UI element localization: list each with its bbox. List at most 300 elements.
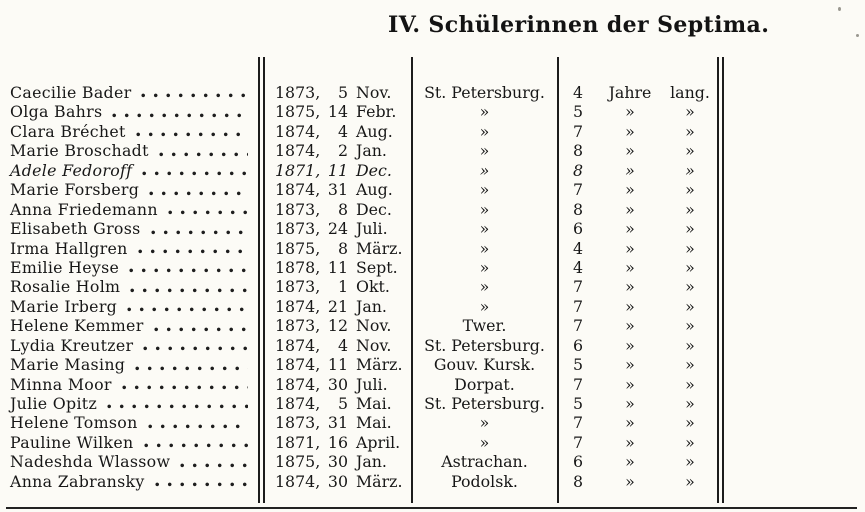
date-day: 21 <box>327 296 348 316</box>
date-day: 11 <box>327 257 348 277</box>
place-of-origin: » <box>479 238 490 258</box>
duration-years: 4 <box>572 257 584 277</box>
dot-leader <box>154 327 248 332</box>
date-year: 1874, <box>275 121 321 141</box>
table-row <box>0 355 865 374</box>
duration-cell <box>557 394 720 413</box>
duration-unit-lang: » <box>685 277 695 297</box>
date-month: Jan. <box>356 452 387 472</box>
date-year: 1873, <box>275 277 321 297</box>
table-row <box>0 239 865 258</box>
duration-unit-lang: » <box>685 238 695 258</box>
student-name: Adele Fedoroff <box>10 160 133 180</box>
duration-unit-lang: » <box>685 335 695 355</box>
date-cell <box>263 161 412 180</box>
date-day: 4 <box>337 335 348 355</box>
duration-years: 8 <box>572 160 584 180</box>
student-name: Olga Bahrs <box>10 102 103 122</box>
duration-unit-jahre: » <box>625 277 635 297</box>
date-cell <box>263 297 412 316</box>
date-year: 1873, <box>275 219 321 239</box>
date-month: März. <box>356 355 403 375</box>
date-day: 5 <box>337 83 348 102</box>
table-row <box>0 83 865 102</box>
date-day: 8 <box>337 199 348 219</box>
date-month: Aug. <box>356 180 393 200</box>
student-name: Clara Bréchet <box>10 121 126 141</box>
student-name-cell <box>0 472 263 491</box>
table-row <box>0 316 865 335</box>
place-cell <box>412 316 557 335</box>
duration-cell <box>557 180 720 199</box>
date-day: 30 <box>327 452 348 472</box>
duration-unit-jahre: » <box>625 180 635 200</box>
place-of-origin: » <box>479 199 490 219</box>
table-row <box>0 141 865 160</box>
student-name-cell <box>0 200 263 219</box>
date-month: Nov. <box>356 335 392 355</box>
duration-cell <box>557 336 720 355</box>
date-day: 16 <box>327 432 348 452</box>
dot-leader <box>143 346 248 351</box>
student-name-cell <box>0 394 263 413</box>
dot-leader <box>136 132 248 137</box>
duration-years: 6 <box>572 335 584 355</box>
duration-years: 6 <box>572 219 584 239</box>
date-cell <box>263 375 412 394</box>
duration-unit-lang: lang. <box>670 83 710 102</box>
date-year: 1875, <box>275 452 321 472</box>
date-month: Aug. <box>356 121 393 141</box>
date-cell <box>263 277 412 296</box>
duration-unit-lang: » <box>685 257 695 277</box>
duration-unit-jahre: » <box>625 316 635 336</box>
place-cell <box>412 277 557 296</box>
date-day: 31 <box>327 413 348 433</box>
student-name: Irma Hallgren <box>10 238 128 258</box>
duration-unit-jahre: » <box>625 160 635 180</box>
date-month: Sept. <box>356 257 398 277</box>
date-day: 1 <box>337 277 348 297</box>
duration-unit-lang: » <box>685 316 695 336</box>
dot-leader <box>151 230 248 235</box>
place-of-origin: » <box>479 180 490 200</box>
student-name-cell <box>0 433 263 452</box>
place-cell <box>412 180 557 199</box>
place-cell <box>412 141 557 160</box>
duration-cell <box>557 277 720 296</box>
date-day: 31 <box>327 180 348 200</box>
dot-leader <box>180 463 248 468</box>
table-row <box>0 394 865 413</box>
table-row <box>0 277 865 296</box>
student-name: Anna Zabransky <box>10 471 145 491</box>
student-name-cell <box>0 122 263 141</box>
duration-unit-lang: » <box>685 471 695 491</box>
date-year: 1871, <box>275 432 321 452</box>
duration-cell <box>557 161 720 180</box>
student-name: Marie Broschadt <box>10 141 149 161</box>
place-cell <box>412 258 557 277</box>
place-cell <box>412 200 557 219</box>
duration-unit-jahre: » <box>625 102 635 122</box>
date-day: 30 <box>327 471 348 491</box>
date-cell <box>263 394 412 413</box>
date-cell <box>263 239 412 258</box>
date-day: 14 <box>327 102 348 122</box>
duration-unit-lang: » <box>685 219 695 239</box>
table-row <box>0 336 865 355</box>
dot-leader <box>144 443 248 448</box>
duration-years: 4 <box>572 238 584 258</box>
date-day: 5 <box>337 394 348 413</box>
date-year: 1874, <box>275 355 321 375</box>
dot-leader <box>138 249 248 254</box>
duration-years: 5 <box>572 394 584 413</box>
table-row <box>0 452 865 471</box>
duration-unit-lang: » <box>685 452 695 472</box>
place-cell <box>412 452 557 471</box>
table-row <box>0 433 865 452</box>
date-year: 1873, <box>275 199 321 219</box>
table-row <box>0 180 865 199</box>
duration-unit-jahre: » <box>625 296 635 316</box>
student-name: Emilie Heyse <box>10 257 120 277</box>
duration-unit-lang: » <box>685 374 695 394</box>
duration-years: 7 <box>572 296 584 316</box>
date-year: 1874, <box>275 374 321 394</box>
date-month: Mai. <box>356 413 392 433</box>
duration-unit-jahre: » <box>625 355 635 375</box>
duration-unit-lang: » <box>685 141 695 161</box>
duration-years: 7 <box>572 432 584 452</box>
place-of-origin: » <box>479 257 490 277</box>
date-month: Febr. <box>356 102 397 122</box>
place-of-origin: St. Petersburg. <box>424 394 545 413</box>
duration-years: 4 <box>572 83 584 102</box>
place-of-origin: St. Petersburg. <box>424 335 545 355</box>
place-of-origin: Gouv. Kursk. <box>433 355 536 375</box>
student-name: Minna Moor <box>10 374 112 394</box>
dot-leader <box>122 385 248 390</box>
student-name-cell <box>0 219 263 238</box>
date-year: 1875, <box>275 238 321 258</box>
student-name: Rosalie Holm <box>10 277 121 297</box>
duration-unit-lang: » <box>685 413 695 433</box>
date-month: Jan. <box>356 296 387 316</box>
duration-unit-jahre: » <box>625 413 635 433</box>
duration-unit-lang: » <box>685 180 695 200</box>
dot-leader <box>141 93 248 98</box>
page-title: IV. Schülerinnen der Septima. <box>388 12 770 38</box>
student-name: Julie Opitz <box>10 394 98 413</box>
student-name: Elisabeth Gross <box>10 219 141 239</box>
dot-leader <box>142 171 248 176</box>
date-cell <box>263 413 412 432</box>
student-name-cell <box>0 316 263 335</box>
place-of-origin: » <box>479 296 490 316</box>
duration-cell <box>557 83 720 102</box>
date-cell <box>263 180 412 199</box>
student-name-cell <box>0 452 263 471</box>
place-of-origin: » <box>479 219 490 239</box>
duration-unit-lang: » <box>685 355 695 375</box>
place-of-origin: » <box>479 102 490 122</box>
place-cell <box>412 239 557 258</box>
date-year: 1873, <box>275 316 321 336</box>
duration-years: 7 <box>572 277 584 297</box>
dot-leader <box>135 366 248 371</box>
place-cell <box>412 433 557 452</box>
date-day: 8 <box>337 238 348 258</box>
date-year: 1878, <box>275 257 321 277</box>
date-cell <box>263 102 412 121</box>
duration-cell <box>557 258 720 277</box>
date-month: April. <box>356 432 401 452</box>
duration-unit-lang: » <box>685 432 695 452</box>
student-name: Pauline Wilken <box>10 432 134 452</box>
duration-unit-jahre: » <box>625 199 635 219</box>
student-name-cell <box>0 102 263 121</box>
duration-unit-jahre: » <box>625 121 635 141</box>
date-year: 1874, <box>275 180 321 200</box>
duration-years: 7 <box>572 413 584 433</box>
date-year: 1873, <box>275 413 321 433</box>
dot-leader <box>168 210 248 215</box>
duration-cell <box>557 433 720 452</box>
date-year: 1874, <box>275 394 321 413</box>
place-cell <box>412 161 557 180</box>
place-cell <box>412 297 557 316</box>
date-day: 30 <box>327 374 348 394</box>
duration-unit-jahre: » <box>625 257 635 277</box>
duration-cell <box>557 375 720 394</box>
date-day: 11 <box>327 355 348 375</box>
dot-leader <box>155 482 248 487</box>
students-table <box>0 57 865 512</box>
place-cell <box>412 375 557 394</box>
place-of-origin: » <box>479 160 490 180</box>
duration-unit-jahre: » <box>625 335 635 355</box>
table-row <box>0 161 865 180</box>
duration-unit-lang: » <box>685 121 695 141</box>
date-year: 1873, <box>275 83 321 102</box>
scan-artifact <box>856 34 859 37</box>
dot-leader <box>112 113 248 118</box>
place-of-origin: » <box>479 141 490 161</box>
student-name-cell <box>0 413 263 432</box>
date-day: 12 <box>327 316 348 336</box>
date-day: 4 <box>337 121 348 141</box>
date-cell <box>263 83 412 102</box>
place-cell <box>412 102 557 121</box>
duration-cell <box>557 122 720 141</box>
student-name-cell <box>0 277 263 296</box>
student-name: Helene Kemmer <box>10 316 144 336</box>
duration-unit-lang: » <box>685 102 695 122</box>
duration-unit-lang: » <box>685 394 695 413</box>
table-row <box>0 413 865 432</box>
date-month: Okt. <box>356 277 390 297</box>
date-cell <box>263 219 412 238</box>
date-month: Mai. <box>356 394 392 413</box>
date-cell <box>263 452 412 471</box>
date-month: Dec. <box>356 160 392 180</box>
duration-unit-lang: » <box>685 160 695 180</box>
student-name: Helene Tomson <box>10 413 138 433</box>
table-row <box>0 102 865 121</box>
student-name-cell <box>0 161 263 180</box>
duration-years: 7 <box>572 316 584 336</box>
student-name-cell <box>0 258 263 277</box>
duration-years: 8 <box>572 141 584 161</box>
duration-cell <box>557 219 720 238</box>
student-name-cell <box>0 239 263 258</box>
student-name: Marie Irberg <box>10 296 118 316</box>
date-cell <box>263 122 412 141</box>
date-cell <box>263 355 412 374</box>
duration-years: 5 <box>572 355 584 375</box>
date-month: Nov. <box>356 83 392 102</box>
place-of-origin: St. Petersburg. <box>424 83 545 102</box>
place-cell <box>412 355 557 374</box>
student-name: Lydia Kreutzer <box>10 335 134 355</box>
student-name-cell <box>0 297 263 316</box>
date-month: Nov. <box>356 316 392 336</box>
place-of-origin: » <box>479 121 490 141</box>
dot-leader <box>149 191 248 196</box>
dot-leader <box>107 404 248 409</box>
dot-leader <box>129 268 248 273</box>
date-month: Juli. <box>356 374 388 394</box>
student-name: Marie Masing <box>10 355 126 375</box>
duration-unit-jahre: » <box>625 432 635 452</box>
date-day: 11 <box>327 160 348 180</box>
place-of-origin: Astrachan. <box>441 452 528 472</box>
table-row <box>0 472 865 491</box>
place-of-origin: » <box>479 413 490 433</box>
date-month: Jan. <box>356 141 387 161</box>
date-month: März. <box>356 471 403 491</box>
duration-unit-lang: » <box>685 199 695 219</box>
student-name-cell <box>0 141 263 160</box>
date-cell <box>263 472 412 491</box>
student-name-cell <box>0 375 263 394</box>
place-of-origin: » <box>479 432 490 452</box>
place-cell <box>412 472 557 491</box>
table-row <box>0 258 865 277</box>
duration-cell <box>557 297 720 316</box>
student-name-cell <box>0 336 263 355</box>
date-year: 1871, <box>275 160 321 180</box>
table-row <box>0 200 865 219</box>
scan-artifact <box>838 7 841 11</box>
duration-unit-jahre: » <box>625 452 635 472</box>
date-cell <box>263 336 412 355</box>
duration-unit-jahre: » <box>625 394 635 413</box>
table-row <box>0 375 865 394</box>
duration-unit-jahre: » <box>625 219 635 239</box>
date-month: Juli. <box>356 219 388 239</box>
duration-cell <box>557 102 720 121</box>
student-name: Nadeshda Wlassow <box>10 452 171 472</box>
table-rows <box>0 83 865 491</box>
date-year: 1874, <box>275 471 321 491</box>
duration-cell <box>557 141 720 160</box>
place-cell <box>412 83 557 102</box>
duration-unit-lang: » <box>685 296 695 316</box>
date-cell <box>263 316 412 335</box>
duration-years: 8 <box>572 471 584 491</box>
place-of-origin: » <box>479 277 490 297</box>
date-cell <box>263 200 412 219</box>
duration-cell <box>557 452 720 471</box>
place-cell <box>412 219 557 238</box>
duration-unit-jahre: » <box>625 374 635 394</box>
duration-unit-jahre: » <box>625 141 635 161</box>
date-cell <box>263 433 412 452</box>
duration-years: 8 <box>572 199 584 219</box>
student-name: Caecilie Bader <box>10 83 132 102</box>
place-of-origin: Dorpat. <box>454 374 515 394</box>
dot-leader <box>130 288 248 293</box>
date-day: 2 <box>337 141 348 161</box>
duration-cell <box>557 316 720 335</box>
duration-cell <box>557 200 720 219</box>
date-day: 24 <box>327 219 348 239</box>
date-year: 1874, <box>275 296 321 316</box>
student-name: Anna Friedemann <box>10 199 158 219</box>
place-cell <box>412 122 557 141</box>
student-name: Marie Forsberg <box>10 180 140 200</box>
date-month: März. <box>356 238 403 258</box>
date-year: 1874, <box>275 141 321 161</box>
duration-cell <box>557 472 720 491</box>
duration-cell <box>557 239 720 258</box>
duration-unit-jahre: » <box>625 471 635 491</box>
duration-years: 7 <box>572 121 584 141</box>
duration-cell <box>557 355 720 374</box>
table-row <box>0 219 865 238</box>
student-name-cell <box>0 355 263 374</box>
place-cell <box>412 413 557 432</box>
dot-leader <box>159 152 248 157</box>
place-of-origin: Twer. <box>462 316 507 336</box>
duration-cell <box>557 413 720 432</box>
date-year: 1874, <box>275 335 321 355</box>
table-bottom-rule <box>6 507 857 509</box>
date-month: Dec. <box>356 199 392 219</box>
place-cell <box>412 336 557 355</box>
date-cell <box>263 258 412 277</box>
duration-years: 6 <box>572 452 584 472</box>
duration-years: 5 <box>572 102 584 122</box>
duration-years: 7 <box>572 374 584 394</box>
duration-years: 7 <box>572 180 584 200</box>
date-cell <box>263 141 412 160</box>
table-row <box>0 297 865 316</box>
date-year: 1875, <box>275 102 321 122</box>
duration-unit-jahre: Jahre <box>608 83 652 102</box>
place-of-origin: Podolsk. <box>451 471 518 491</box>
dot-leader <box>127 307 248 312</box>
place-cell <box>412 394 557 413</box>
dot-leader <box>148 424 248 429</box>
student-name-cell <box>0 180 263 199</box>
duration-unit-jahre: » <box>625 238 635 258</box>
student-name-cell <box>0 83 263 102</box>
table-row <box>0 122 865 141</box>
